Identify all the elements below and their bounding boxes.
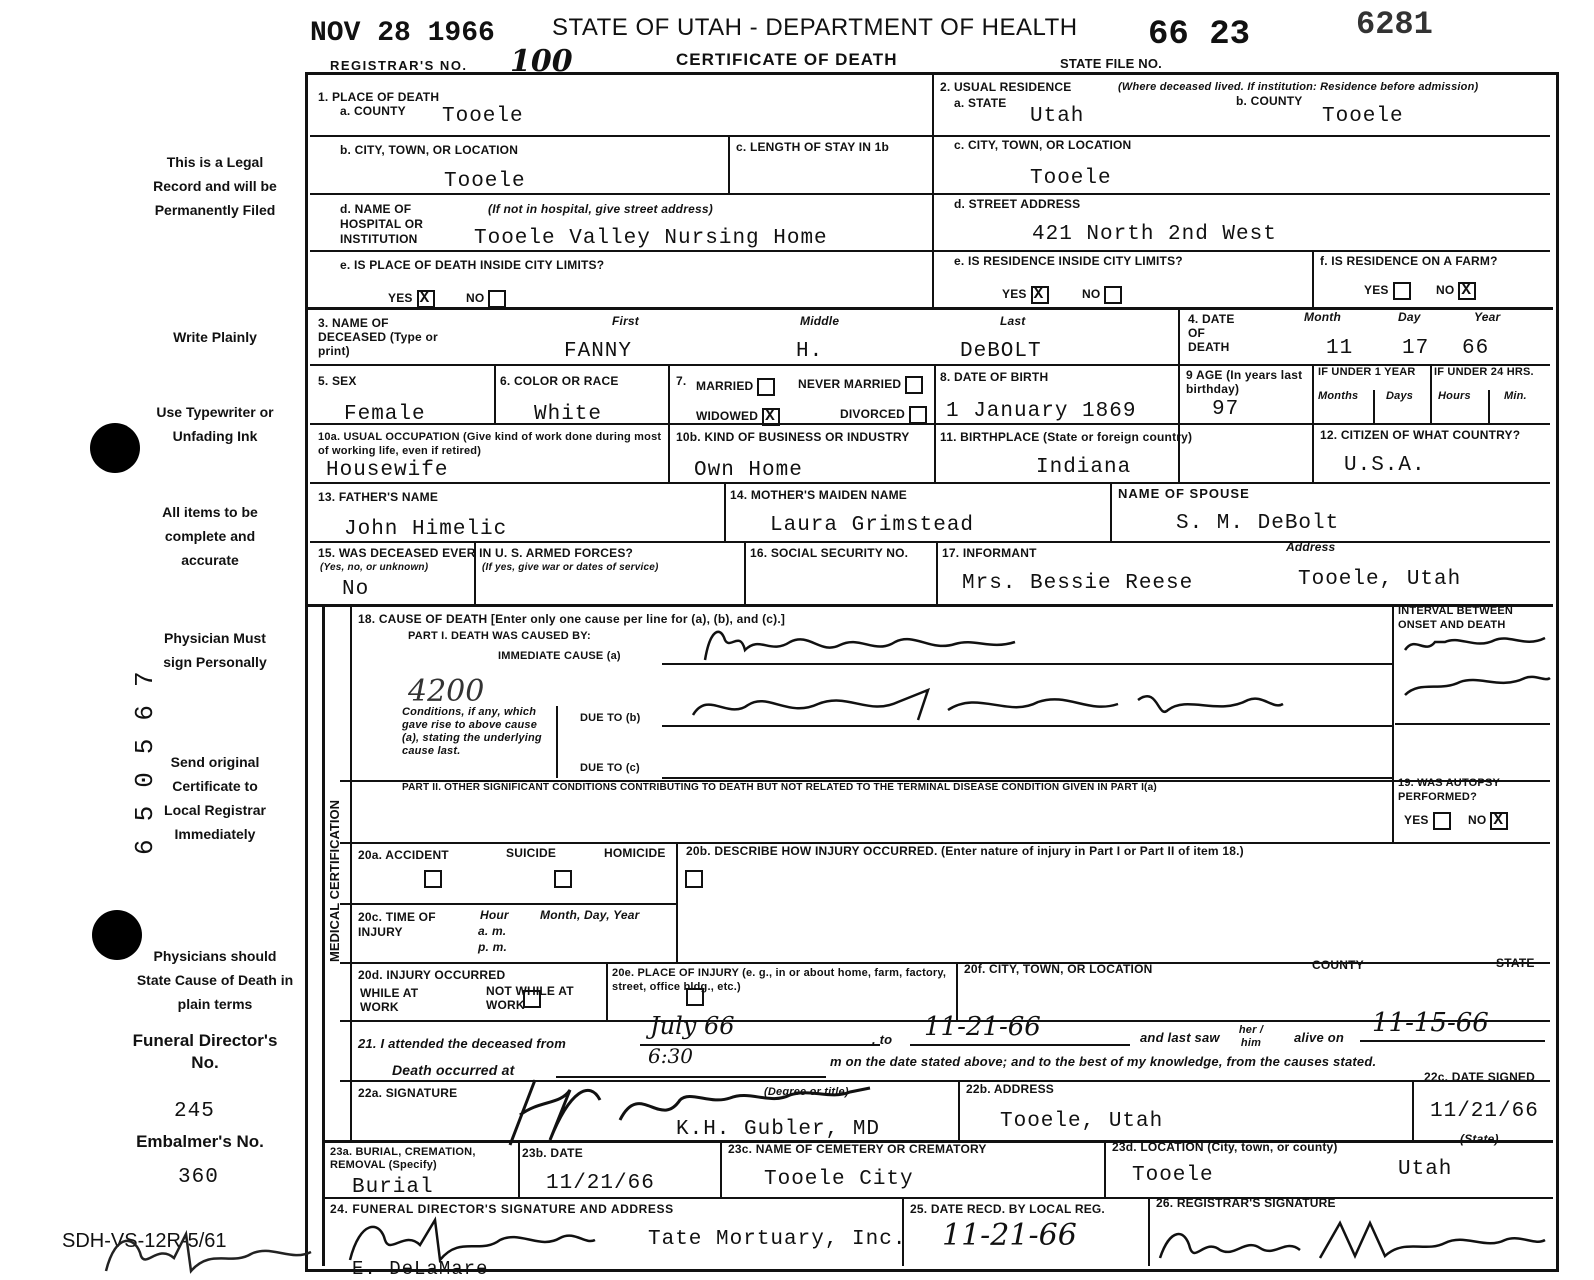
date-received: 11-21-66	[942, 1218, 1077, 1253]
death-city: Tooele	[444, 170, 526, 193]
injury-description-label: 20b. DESCRIBE HOW INJURY OCCURRED. (Enter nature of injury in Part I or Part II of item 18.)	[686, 844, 1244, 858]
street-address: 421 North 2nd West	[1032, 223, 1277, 246]
time-of-injury-label: 20c. TIME OF INJURY	[358, 910, 436, 939]
birth-date: 1 January 1869	[946, 400, 1137, 423]
city-label: b. CITY, TOWN, OR LOCATION	[340, 143, 519, 157]
inside-city-no[interactable]: NO	[466, 290, 506, 308]
physicians-should-note: Physicians should State Cause of Death in plain terms	[136, 948, 294, 1012]
to-label: , to	[872, 1032, 893, 1047]
time-of-death: 6:30	[648, 1044, 693, 1068]
occupation-label: 10a. USUAL OCCUPATION (Give kind of work done during most of working life, even if retired)	[318, 431, 662, 457]
hospital-name: Tooele Valley Nursing Home	[474, 227, 828, 250]
handwritten-code: 4200	[408, 674, 485, 709]
residence-city: Tooele	[1030, 167, 1112, 190]
widowed-checkbox[interactable]	[762, 408, 780, 426]
under-24-hours-label: IF UNDER 24 HRS.	[1434, 366, 1534, 378]
social-security-label: 16. SOCIAL SECURITY NO.	[750, 546, 909, 560]
registrar-signature-label: 26. REGISTRAR'S SIGNATURE	[1156, 1196, 1336, 1210]
farm-no[interactable]: NOX	[1436, 282, 1476, 300]
married-option[interactable]: MARRIED	[696, 378, 775, 396]
length-of-stay-label: c. LENGTH OF STAY IN 1b	[736, 140, 890, 154]
street-address-label: d. STREET ADDRESS	[954, 197, 1081, 211]
father-label: 13. FATHER'S NAME	[318, 490, 439, 504]
birthplace: Indiana	[1036, 456, 1132, 479]
registrar-no: 100	[510, 44, 573, 79]
state-file-label: STATE FILE NO.	[1060, 56, 1162, 71]
autopsy-yes-checkbox[interactable]	[1433, 812, 1451, 830]
conditions-note: Conditions, if any, which gave rise to above cause (a), stating the underlying cause last.	[402, 706, 542, 757]
residence-inside-no-checkbox[interactable]	[1104, 286, 1122, 304]
autopsy-no[interactable]: NOX	[1468, 812, 1508, 830]
not-while-at-work-option[interactable]: NOT WHILE AT WORK	[486, 984, 574, 1012]
autopsy-yes[interactable]: YES	[1404, 812, 1451, 830]
spouse-label: NAME OF SPOUSE	[1118, 486, 1250, 501]
place-of-death-label: 1. PLACE OF DEATH	[318, 90, 440, 104]
middle-name: H.	[796, 340, 824, 363]
suicide-label: SUICIDE	[506, 846, 557, 860]
disposition: Burial	[352, 1176, 434, 1199]
am-label: a. m.	[478, 924, 507, 938]
divorced-checkbox[interactable]	[909, 406, 927, 424]
injury-state-label: STATE	[1496, 956, 1535, 970]
location-city: Tooele	[1132, 1164, 1214, 1187]
armed-forces: No	[342, 578, 370, 601]
citizen-label: 12. CITIZEN OF WHAT COUNTRY?	[1320, 428, 1521, 442]
month-day-year-label: Month, Day, Year	[540, 908, 640, 922]
minutes-label: Min.	[1504, 390, 1527, 402]
embalmer-number: 360	[178, 1166, 219, 1189]
last-saw-label: and last saw	[1140, 1030, 1220, 1045]
death-day: 17	[1402, 337, 1430, 360]
location-state: Utah	[1398, 1158, 1453, 1181]
date-signed: 11/21/66	[1430, 1100, 1539, 1123]
informant-address-label: Address	[1286, 540, 1336, 554]
degree-label: (Degree or title)	[764, 1086, 849, 1098]
marital-7-label: 7.	[676, 374, 687, 388]
mortuary-name: Tate Mortuary, Inc.	[648, 1228, 907, 1251]
due-to-c-label: DUE TO (c)	[580, 762, 640, 774]
under-1-year-label: IF UNDER 1 YEAR	[1318, 366, 1416, 378]
signature-label: 22a. SIGNATURE	[358, 1086, 458, 1100]
date-received-label: 25. DATE RECD. BY LOCAL REG.	[910, 1202, 1105, 1216]
physician-name: K.H. Gubler, MD	[676, 1118, 881, 1141]
file-number-stamp-b: 6281	[1356, 6, 1433, 43]
residence-inside-no[interactable]: NO	[1082, 286, 1122, 304]
days-label: Days	[1386, 390, 1414, 402]
spouse-name: S. M. DeBolt	[1176, 512, 1340, 535]
farm-yes-checkbox[interactable]	[1393, 282, 1411, 300]
armed-forces-label: 15. WAS DECEASED EVER IN U. S. ARMED FORCES?	[318, 546, 634, 560]
handwritten-immediate-cause	[700, 620, 1030, 670]
married-checkbox[interactable]	[757, 378, 775, 396]
file-number-stamp-a: 66 23	[1148, 16, 1251, 54]
age-label: 9 AGE (In years last birthday)	[1186, 368, 1303, 396]
typewriter-note: Use Typewriter or Unfading Ink	[156, 404, 274, 444]
never-married-option[interactable]: NEVER MARRIED	[798, 376, 923, 394]
autopsy-label: 19. WAS AUTOPSY PERFORMED?	[1398, 777, 1500, 803]
inside-city-yes-checkbox[interactable]	[417, 290, 435, 308]
place-of-injury-label: 20e. PLACE OF INJURY (e. g., in or about home, farm, factory, street, office bldg., etc.)	[612, 967, 947, 993]
attended-from-label: 21. I attended the deceased from	[358, 1036, 566, 1051]
usual-residence-label: 2. USUAL RESIDENCE	[940, 80, 1072, 94]
death-county: Tooele	[442, 105, 524, 128]
physician-sign-note: Physician Must sign Personally	[163, 630, 267, 670]
residence-city-label: c. CITY, TOWN, OR LOCATION	[954, 138, 1132, 152]
location-label: 23d. LOCATION (City, town, or county)	[1112, 1140, 1338, 1154]
farm-label: f. IS RESIDENCE ON A FARM?	[1320, 254, 1498, 268]
autopsy-no-checkbox[interactable]	[1490, 812, 1508, 830]
hospital-label: d. NAME OF HOSPITAL OR INSTITUTION	[340, 202, 424, 246]
birth-date-label: 8. DATE OF BIRTH	[940, 370, 1049, 384]
physician-address-label: 22b. ADDRESS	[966, 1082, 1054, 1096]
age: 97	[1212, 398, 1240, 421]
injury-county-label: COUNTY	[1312, 958, 1364, 972]
funeral-director-label: Funeral Director's No.	[132, 1031, 278, 1072]
interval-label: INTERVAL BETWEEN ONSET AND DEATH	[1398, 605, 1514, 631]
months-label: Months	[1318, 390, 1359, 402]
armed-forces-note-2: (If yes, give war or dates of service)	[482, 562, 659, 573]
date-signed-label: 22c. DATE SIGNED	[1424, 1070, 1536, 1084]
residence-inside-yes[interactable]: YESX	[1002, 286, 1049, 304]
funeral-director-signature-label: 24. FUNERAL DIRECTOR'S SIGNATURE AND ADDRESS	[330, 1202, 674, 1216]
burial-date: 11/21/66	[546, 1172, 655, 1195]
date-of-death-label: 4. DATE OF DEATH	[1188, 312, 1235, 354]
legal-record-note: This is a Legal Record and will be Permanently Filed	[153, 154, 277, 218]
send-original-note: Send original Certificate to Local Registrar Immediately	[164, 754, 266, 842]
burial-date-label: 23b. DATE	[522, 1146, 583, 1160]
handwritten-due-to-b	[688, 680, 1288, 730]
residence-inside-yes-checkbox[interactable]	[1031, 286, 1049, 304]
attended-from: July 66	[650, 1012, 735, 1040]
date-stamp: NOV 28 1966	[310, 18, 495, 49]
punch-hole-bottom	[92, 910, 142, 960]
document-title: STATE OF UTAH - DEPARTMENT OF HEALTH	[552, 14, 1078, 41]
registrar-no-label: REGISTRAR'S NO.	[330, 58, 468, 73]
accident-checkbox[interactable]	[424, 870, 442, 888]
last-seen-date: 11-15-66	[1372, 1008, 1489, 1038]
deceased-name-label: 3. NAME OF DECEASED (Type or print)	[318, 316, 438, 358]
hour-label: Hour	[480, 908, 509, 922]
usual-residence-note: (Where deceased lived. If institution: Residence before admission)	[1118, 81, 1479, 93]
death-month: 11	[1326, 337, 1354, 360]
business-label: 10b. KIND OF BUSINESS OR INDUSTRY	[676, 430, 910, 444]
residence-state-label: a. STATE	[954, 96, 1007, 110]
death-year: 66	[1462, 337, 1490, 360]
injury-occurred-label: 20d. INJURY OCCURRED	[358, 968, 506, 982]
death-year-label: Year	[1474, 310, 1501, 324]
farm-no-checkbox[interactable]	[1458, 282, 1476, 300]
race-label: 6. COLOR OR RACE	[500, 374, 619, 388]
alive-on-label: alive on	[1294, 1030, 1345, 1045]
form-number: SDH-VS-12R-5/61	[62, 1230, 227, 1252]
armed-forces-note-1: (Yes, no, or unknown)	[320, 562, 429, 573]
death-month-label: Month	[1304, 310, 1341, 324]
attended-to: 11-21-66	[924, 1012, 1041, 1042]
last-name-label: Last	[1000, 314, 1026, 328]
part-1-label: PART I. DEATH WAS CAUSED BY:	[408, 630, 591, 642]
stamped-serial-number: 650567	[130, 653, 160, 855]
registrar-signature	[1150, 1208, 1550, 1268]
residence-state: Utah	[1030, 105, 1085, 128]
inside-city-yes[interactable]: YESX	[388, 290, 435, 308]
punch-hole-top	[90, 423, 140, 473]
write-plainly-note: Write Plainly	[173, 329, 257, 345]
pm-label: p. m.	[478, 940, 508, 954]
accident-label: 20a. ACCIDENT	[358, 848, 449, 862]
residence-county-label: b. COUNTY	[1236, 94, 1303, 108]
birthplace-label: 11. BIRTHPLACE (State or foreign country)	[940, 430, 1193, 444]
death-day-label: Day	[1398, 310, 1421, 324]
farm-yes[interactable]: YES	[1364, 282, 1411, 300]
cemetery-label: 23c. NAME OF CEMETERY OR CREMATORY	[728, 1142, 987, 1156]
father-name: John Himelic	[344, 518, 508, 541]
occupation: Housewife	[326, 459, 449, 482]
mother-name: Laura Grimstead	[770, 514, 975, 537]
due-to-b-label: DUE TO (b)	[580, 712, 641, 724]
cause-of-death-label: 18. CAUSE OF DEATH [Enter only one cause per line for (a), (b), and (c).]	[358, 612, 786, 626]
certificate-title: CERTIFICATE OF DEATH	[676, 50, 898, 69]
informant-address: Tooele, Utah	[1298, 568, 1462, 591]
last-name: DeBOLT	[960, 340, 1042, 363]
hospital-note: (If not in hospital, give street address)	[488, 202, 713, 216]
citizen: U.S.A.	[1344, 454, 1426, 477]
while-at-work-option[interactable]: WHILE AT WORK	[360, 986, 419, 1014]
knowledge-statement: m on the date stated above; and to the best of my knowledge, from the causes stated.	[830, 1054, 1377, 1069]
funeral-director-name: E. DeLaMare	[352, 1258, 489, 1280]
immediate-cause-label: IMMEDIATE CAUSE (a)	[498, 650, 621, 662]
funeral-director-sidebar-signature	[96, 1216, 316, 1276]
homicide-label: HOMICIDE	[604, 846, 666, 860]
sex-label: 5. SEX	[318, 374, 357, 388]
medical-certification-label: MEDICAL CERTIFICATION	[327, 799, 342, 962]
mother-label: 14. MOTHER'S MAIDEN NAME	[730, 488, 908, 502]
first-name-label: First	[612, 314, 640, 328]
business: Own Home	[694, 459, 803, 482]
handwritten-interval	[1400, 620, 1550, 700]
residence-inside-city-label: e. IS RESIDENCE INSIDE CITY LIMITS?	[954, 254, 1183, 268]
informant-label: 17. INFORMANT	[942, 546, 1037, 560]
inside-city-no-checkbox[interactable]	[488, 290, 506, 308]
middle-name-label: Middle	[800, 314, 840, 328]
hours-label: Hours	[1438, 390, 1471, 402]
location-state-label: (State)	[1460, 1132, 1499, 1146]
widowed-option[interactable]: WIDOWEDX	[696, 408, 780, 426]
race: White	[534, 403, 603, 426]
cemetery: Tooele City	[764, 1168, 914, 1191]
inside-city-label: e. IS PLACE OF DEATH INSIDE CITY LIMITS?	[340, 258, 605, 272]
her-him-label: her / him	[1238, 1024, 1264, 1049]
complete-accurate-note: All items to be complete and accurate	[162, 504, 258, 568]
residence-county: Tooele	[1322, 105, 1404, 128]
homicide-checkbox[interactable]	[685, 870, 703, 888]
physician-address: Tooele, Utah	[1000, 1110, 1164, 1133]
first-name: FANNY	[564, 340, 633, 363]
disposition-label: 23a. BURIAL, CREMATION, REMOVAL (Specify)	[330, 1146, 476, 1171]
injury-city-label: 20f. CITY, TOWN, OR LOCATION	[964, 962, 1153, 976]
funeral-director-number: 245	[174, 1100, 215, 1123]
never-married-checkbox[interactable]	[905, 376, 923, 394]
county-label: a. COUNTY	[340, 104, 406, 118]
divorced-option[interactable]: DIVORCED	[840, 406, 927, 424]
embalmer-label: Embalmer's No.	[136, 1132, 264, 1151]
part-2-label: PART II. OTHER SIGNIFICANT CONDITIONS CONTRIBUTING TO DEATH BUT NOT RELATED TO THE TERMINAL DISEASE CONDITION GIVEN IN PART I(a)	[402, 782, 1157, 793]
death-occurred-label: Death occurred at	[392, 1062, 515, 1078]
sex: Female	[344, 403, 426, 426]
suicide-checkbox[interactable]	[554, 870, 572, 888]
informant-name: Mrs. Bessie Reese	[962, 572, 1194, 595]
